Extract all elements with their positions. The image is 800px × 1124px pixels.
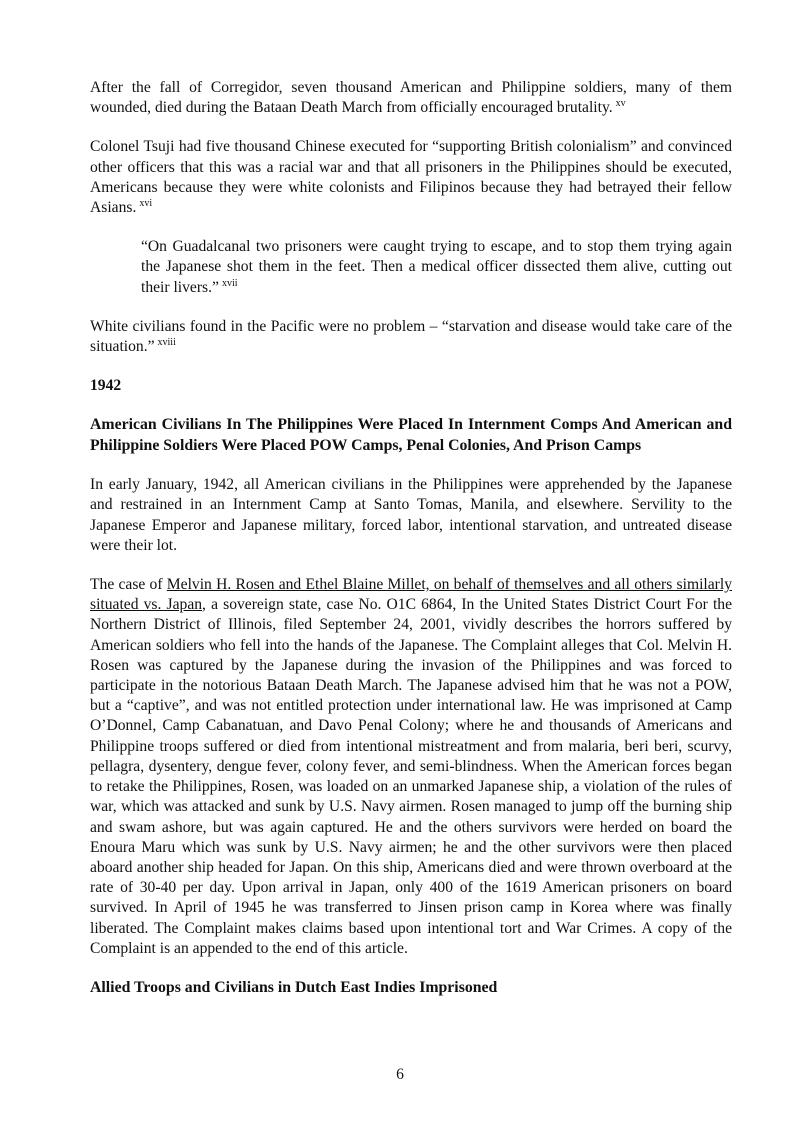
- case-name: Melvin H. Rosen and Ethel Blaine Millet, on behalf of themselves and all others similarly situated vs. Japan: [90, 576, 732, 614]
- quote-text: “On Guadalcanal two prisoners were caught trying to escape, and to stop them trying again the Japanese shot them in the feet. Then a medical officer dissected them alive, cutting out their livers.”: [141, 238, 732, 296]
- endnote-marker: xvii: [221, 277, 238, 289]
- endnote-marker: xviii: [157, 337, 176, 349]
- paragraph-corregidor: [90, 78, 732, 118]
- paragraph-white-civilians: [90, 317, 732, 357]
- section-heading-philippines: American Civilians In The Philippines Were Placed In Internment Comps And American and Philippine Soldiers Were Placed POW Camps, Penal Colonies, And Prison Camps: [90, 416, 732, 454]
- section-year: 1942: [90, 377, 122, 395]
- paragraph-text: Colonel Tsuji had five thousand Chinese executed for “supporting British colonialism” and convinced other officers that this was a racial war and that all prisoners in the Philippines should be executed, Americans because they were white colonists and Filipinos because they had betrayed their fellow Asians.: [90, 138, 732, 217]
- endnote-marker: xv: [615, 98, 626, 110]
- paragraph-rosen-case: [90, 575, 732, 959]
- paragraph-text: After the fall of Corregidor, seven thousand American and Philippine soldiers, many of them wounded, died during the Bataan Death March from officially encouraged brutality.: [90, 79, 732, 117]
- endnote-marker: xvi: [139, 198, 153, 210]
- section-heading-dutch-east-indies: Allied Troops and Civilians in Dutch East Indies Imprisoned: [90, 978, 498, 996]
- paragraph-lead: The case of: [90, 576, 167, 594]
- paragraph-colonel-tsuji: [90, 137, 732, 218]
- document-page: [90, 78, 732, 998]
- block-quote-guadalcanal: [141, 237, 732, 298]
- page-number: 6: [396, 1066, 404, 1083]
- paragraph-text: White civilians found in the Pacific were no problem – “starvation and disease would take care of the situation.”: [90, 317, 732, 356]
- paragraph-text: , a sovereign state, case No. O1C 6864, In the United States District Court For the Northern District of Illinois, filed September 24, 2001, vividly describes the horrors suffered by American soldiers who fell into the hands of the Japanese. The Complaint alleges that Col. Melvin H. Rosen was captured by the Japanese during the invasion of the Philippines and was forced to participate in the notorious Bataan Death March. The Japanese advised him that he was not a POW, but a “captive”, and was not entitled protection under international law. He was imprisoned at Camp O’Donnel, Camp Cabanatuan, and Davo Penal Colony; where he and thousands of Americans and Philippine troops suffered or died from intentional mistreatment and from malaria, beri beri, scurvy, pellagra, dysentery, dengue fever, colony fever, and semi-blindness. When the American forces began to retake the Philippines, Rosen, was loaded on an unmarked Japanese ship, a violation of the rules of war, which was attacked and sunk by U.S. Navy airmen. Rosen managed to jump off the burning ship and swam ashore, but was again captured. He and the others survivors were herded on board the Enoura Maru which was sunk by U.S. Navy airmen; he and the other survivors were then placed aboard another ship headed for Japan. On this ship, Americans died and were thrown overboard at the rate of 30-40 per day. Upon arrival in Japan, only 400 of the 1619 American prisoners on board survived. In April of 1945 he was transferred to Jinsen prison camp in Korea where was finally liberated. The Complaint makes claims based upon intentional tort and War Crimes. A copy of the Complaint is an appended to the end of this article.: [90, 596, 732, 957]
- paragraph-january-1942: In early January, 1942, all American civilians in the Philippines were apprehended by the Japanese and restrained in an Internment Camp at Santo Tomas, Manila, and elsewhere. Servility to the Japanese Emperor and Japanese military, forced labor, intentional starvation, and untreated disease were their lot.: [90, 476, 732, 554]
